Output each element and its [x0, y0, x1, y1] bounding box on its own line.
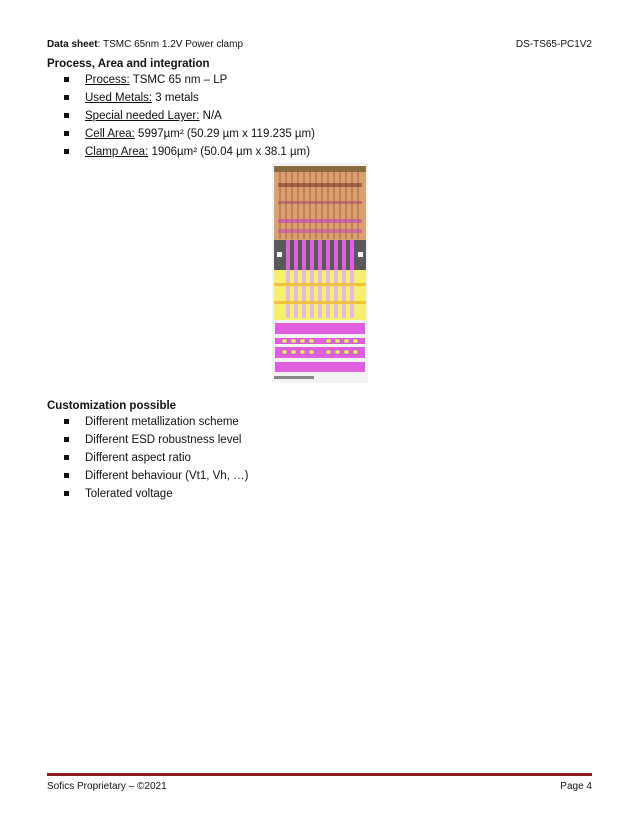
header-title — [47, 39, 243, 50]
bullet-icon — [64, 491, 69, 496]
layout-drawing — [272, 163, 368, 383]
footer-rule — [47, 773, 592, 776]
section-customization-title: Customization possible — [47, 400, 177, 412]
bullet-icon — [64, 419, 69, 424]
item-text: Different aspect ratio — [85, 452, 191, 464]
footer-page-number: Page 4 — [560, 781, 592, 792]
list-item — [64, 431, 248, 449]
list-item — [64, 449, 248, 467]
item-text: Tolerated voltage — [85, 488, 173, 500]
header-doc-id: DS-TS65-PC1V2 — [515, 39, 592, 50]
bullet-icon — [64, 77, 69, 82]
customization-list — [64, 413, 248, 503]
process-list — [64, 71, 315, 161]
bullet-icon — [64, 437, 69, 442]
bullet-icon — [64, 455, 69, 460]
footer-copyright: Sofics Proprietary – ©2021 — [47, 781, 167, 792]
page-header — [47, 39, 592, 53]
page-footer — [47, 781, 592, 795]
item-value: TSMC 65 nm – LP — [129, 74, 228, 86]
list-item — [64, 71, 315, 89]
item-value: 1906µm² (50.04 µm x 38.1 µm) — [148, 146, 311, 158]
section-process-title: Process, Area and integration — [47, 58, 210, 70]
item-key: Used Metals: — [85, 92, 153, 104]
list-item — [64, 143, 315, 161]
item-text: Different ESD robustness level — [85, 434, 242, 446]
item-key: Process: — [85, 74, 130, 86]
list-item — [64, 485, 248, 503]
item-text: Different behaviour (Vt1, Vh, …) — [85, 470, 249, 482]
list-item — [64, 125, 315, 143]
item-key: Clamp Area: — [85, 146, 149, 158]
list-item — [64, 89, 315, 107]
header-title-bold: Data sheet — [47, 39, 98, 50]
list-item — [64, 107, 315, 125]
list-item — [64, 413, 248, 431]
bullet-icon — [64, 149, 69, 154]
item-key: Special needed Layer: — [85, 110, 200, 122]
item-value: 5997µm² (50.29 µm x 119.235 µm) — [134, 128, 315, 140]
bullet-icon — [64, 113, 69, 118]
item-text: Different metallization scheme — [85, 416, 239, 428]
item-value: N/A — [199, 110, 222, 122]
bullet-icon — [64, 95, 69, 100]
item-value: 3 metals — [152, 92, 199, 104]
clamp-layout-image — [272, 163, 368, 383]
item-key: Cell Area: — [85, 128, 135, 140]
header-title-rest: : TSMC 65nm 1.2V Power clamp — [97, 39, 244, 50]
bullet-icon — [64, 131, 69, 136]
bullet-icon — [64, 473, 69, 478]
list-item — [64, 467, 248, 485]
